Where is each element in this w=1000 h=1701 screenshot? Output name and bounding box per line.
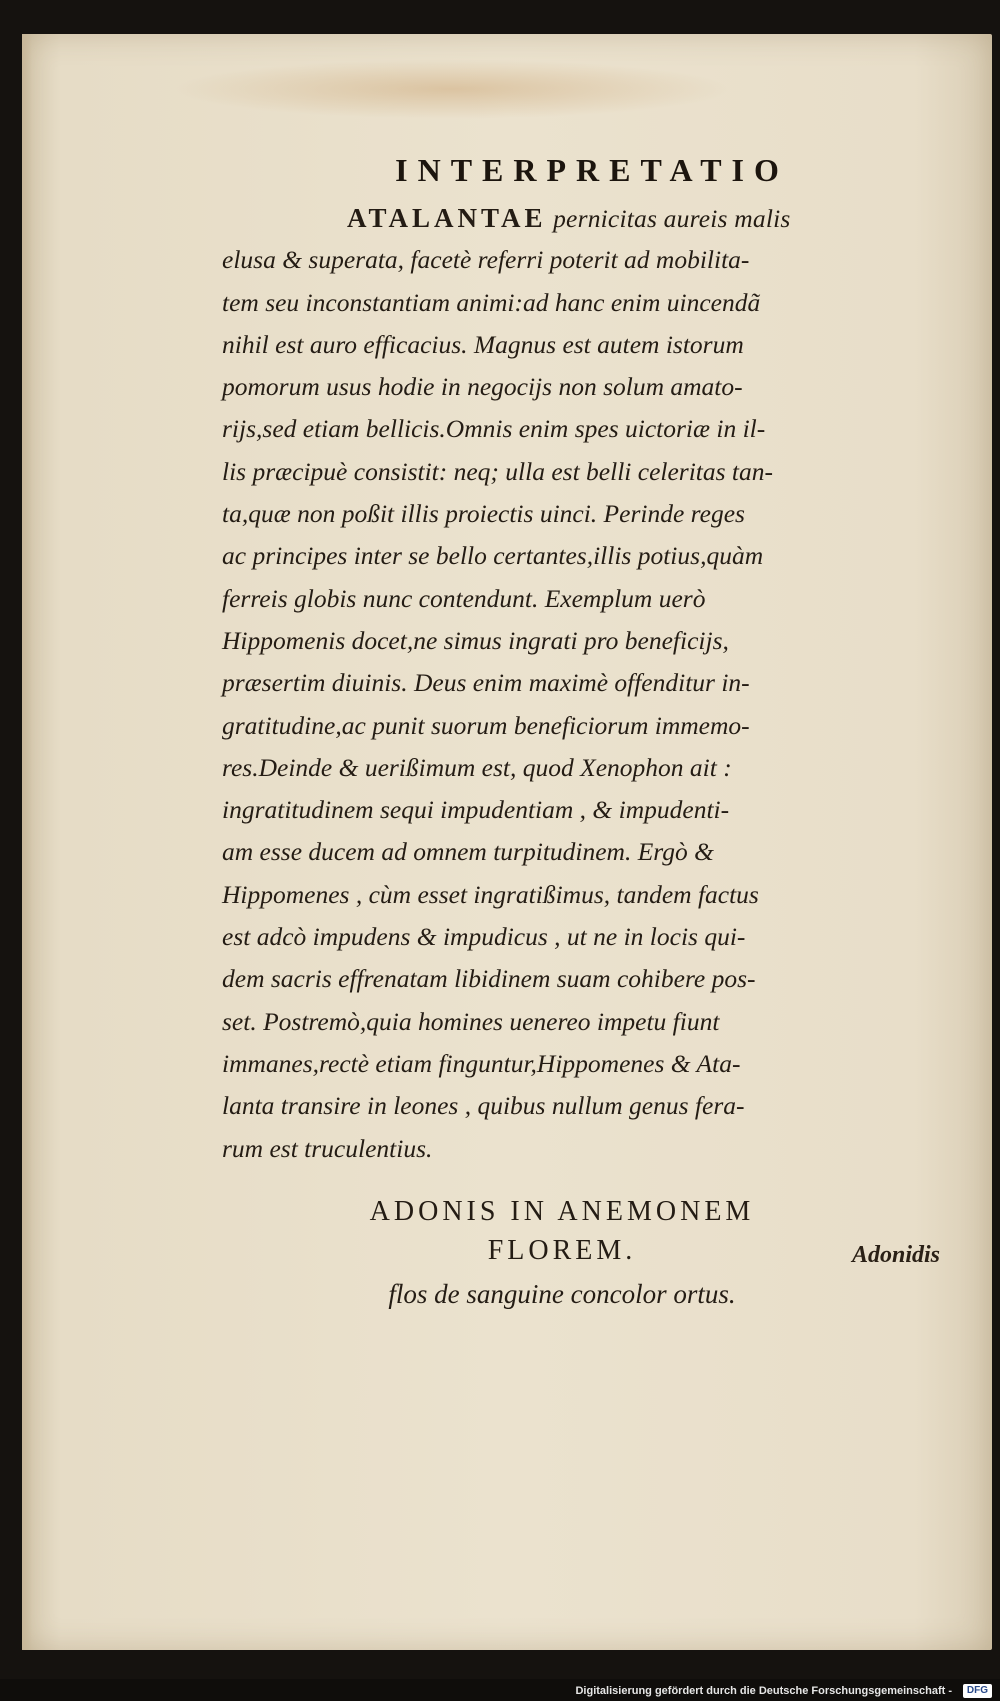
motto: flos de sanguine concolor ortus. [388, 1278, 736, 1309]
text-line: res.Deinde & uerißimum est, quod Xenophon ait : [222, 752, 732, 782]
footer-credit: Digitalisierung gefördert durch die Deutsche Forschungsgemeinschaft - [575, 1685, 952, 1697]
page-edge [22, 34, 32, 1650]
text-line: immanes,rectè etiam finguntur,Hippomenes & Ata- [222, 1048, 741, 1078]
section-title-continued: FLOREM. [487, 1234, 637, 1266]
dfg-logo-icon: DFG [963, 1684, 992, 1698]
text-line: Hippomenes , cùm esset ingratißimus, tandem factus [222, 879, 759, 909]
text-line: lis præcipuè consistit: neq; ulla est belli celeritas tan- [222, 456, 774, 486]
water-stain [172, 59, 732, 119]
text-line-content: pernicitas aureis malis [553, 204, 791, 233]
section-title: ADONIS IN ANEMONEM [369, 1195, 755, 1227]
text-line: ingratitudinem sequi impudentiam , & impudenti- [222, 795, 730, 825]
page-heading: INTERPRETATIO [395, 152, 789, 188]
text-line: Hippomenis docet,ne simus ingrati pro beneficijs, [222, 625, 729, 655]
text-line: præsertim diuinis. Deus enim maximè offenditur in- [222, 668, 750, 698]
lead-word: ATALANTAE [347, 203, 547, 233]
text-line: pomorum usus hodie in negocijs non solum amato- [222, 372, 743, 402]
text-line: rum est truculentius. [222, 1133, 433, 1163]
text-line: nihil est auro efficacius. Magnus est autem istorum [222, 329, 744, 359]
body-text [222, 197, 962, 1170]
text-line: lanta transire in leones , quibus nullum genus fera- [222, 1091, 745, 1121]
text-line: ac principes inter se bello certantes,illis potius,quàm [222, 541, 764, 571]
text-line: ta,quæ non poßit illis proiectis uinci. Perinde reges [222, 499, 745, 529]
book-page [22, 34, 992, 1650]
text-line: tem seu inconstantiam animi:ad hanc enim uincendã [222, 287, 761, 317]
text-line: elusa & superata, facetè referri poterit ad mobilita- [222, 245, 750, 275]
text-line: set. Postremò,quia homines uenereo impetu fiunt [222, 1006, 720, 1036]
text-line: dem sacris effrenatam libidinem suam cohibere pos- [222, 964, 756, 994]
text-line: am esse ducem ad omnem turpitudinem. Ergò & [222, 837, 714, 867]
footer-bar [0, 1679, 1000, 1701]
text-block [222, 152, 962, 1314]
text-line: est adcò impudens & impudicus , ut ne in locis qui- [222, 922, 746, 952]
text-line: ferreis globis nunc contendunt. Exemplum uerò [222, 583, 706, 613]
catchword: Adonidis [851, 1242, 940, 1268]
text-line: rijs,sed etiam bellicis.Omnis enim spes uictoriæ in il- [222, 414, 766, 444]
text-line: gratitudine,ac punit suorum beneficiorum immemo- [222, 710, 750, 740]
text-line [222, 197, 962, 239]
